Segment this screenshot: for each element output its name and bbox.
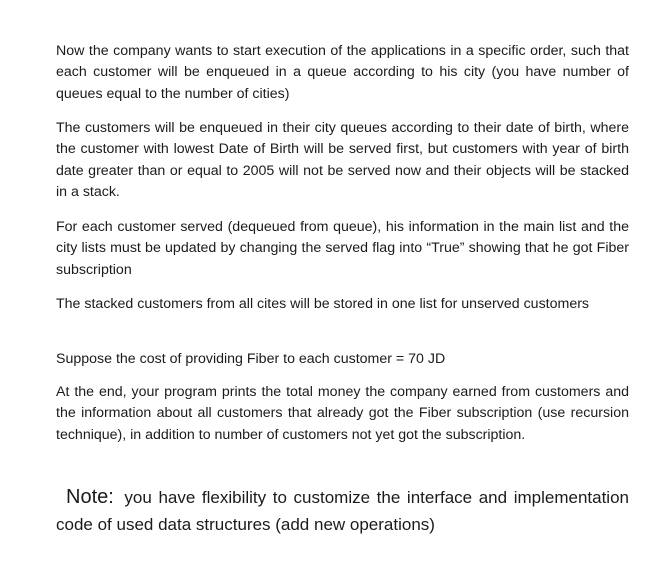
note-label: Note: <box>66 486 114 508</box>
paragraph-date-of-birth: The customers will be enqueued in their city queues according to their date of birth, where the customer with lowest Date of Birth will be served first, but customers with year of birth date greater than or equal to 2005 will not be served now and their objects will be stacked in a stack. <box>56 120 629 201</box>
note-text: you have flexibility to customize the interface and implementation code of used data structures (add new operations) <box>56 488 629 534</box>
paragraph-unserved-list: The stacked customers from all cites will be stored in one list for unserved customers <box>56 296 590 312</box>
paragraph-fiber-cost: Suppose the cost of providing Fiber to each customer = 70 JD <box>56 351 446 367</box>
note-paragraph <box>56 484 629 538</box>
paragraph-queue-order: Now the company wants to start execution of the applications in a specific order, such that each customer will be enqueued in a queue according to his city (you have number of queues equal to the number of cities) <box>56 43 629 102</box>
paragraph-served-flag: For each customer served (dequeued from queue), his information in the main list and the city lists must be updated by changing the served flag into “True” showing that he got Fiber subscription <box>56 219 629 278</box>
paragraph-program-output: At the end, your program prints the total money the company earned from customers and the information about all customers that already got the Fiber subscription (use recursion technique), in addition to number of customers not yet got the subscription. <box>56 384 629 443</box>
